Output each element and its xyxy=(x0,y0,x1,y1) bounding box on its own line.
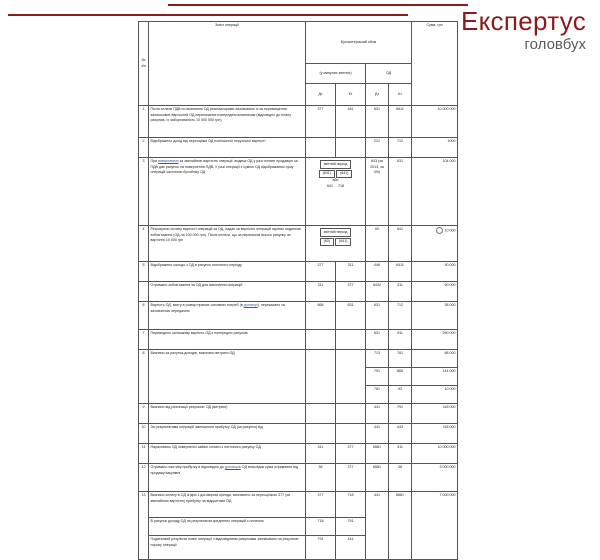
header-rule-bottom xyxy=(8,14,408,16)
header-sub-right: ОД xyxy=(366,64,412,84)
table-row: 791 868 144 000 xyxy=(139,368,458,386)
table-row: 7 Переведено залишкову вартість ОД з попередніх рахунків 631 911 250 000 xyxy=(139,330,458,350)
table-row: 11 Нараховано ОД поверненої зайвої сплати з поточного рахунку ОД 311 377 6681 311 10 000 000 xyxy=(139,444,458,464)
brand-subtitle: головбух xyxy=(524,36,586,53)
table-row: Отримано зобов'язання за ОД для виконання операцій 311 377 6432 311 90 000 xyxy=(139,282,458,302)
link-valuation[interactable]: вимірюванні xyxy=(158,159,179,164)
table-row: 12 Отримано частину прибутку в відповідно до договорів ОД внаслідок сума отримання від продажу/закупівлі 36 377 6681 36 3 000 000 xyxy=(139,464,458,492)
table-row: 5 Відображено сальдо з ОД в рахунок поточного періоду 377 311 446 6411 90 000 xyxy=(139,262,458,282)
header-kt: Кт xyxy=(389,84,412,106)
brand-logo xyxy=(461,8,586,52)
table-row: 10 За результатами операцій зменшення прибутку ОД (за рахунок) від 441 443 118 000 xyxy=(139,424,458,444)
header-row xyxy=(139,22,458,64)
table-row: 3 При вимірюванні за звичайною вартістю операції, видача ОД у разі оплати продавцю за ПДВ дає рахунок на повернення ПДВ. У разі операції з сумою ОД відображаємо суму операцій частиною бухобліку ОД звітний період (641) (641) або 641 718 643 (за 2013, за 4%) 631 104 000 xyxy=(139,158,458,226)
table-row: 2 Відображено дохід від переоцінки ОД поліпшеної нерухомої вартості 221 712 1000 xyxy=(139,138,458,158)
header-dt: Дт xyxy=(366,84,389,106)
link-contracts[interactable]: договорів xyxy=(224,465,241,470)
header-accounting: Бухгалтерський облік xyxy=(306,22,412,64)
brand-name: Експертус xyxy=(460,6,586,36)
checkbox-icon[interactable] xyxy=(436,227,443,234)
table-row: 1 Після сплати ПДВ по визнанню ОД реалізаторами зазначаємо їх як перевищення залишкових вартостей ОД переказаних попереднім власникам (відповідно до плану рахунків, їх заборгованість 10 000 000 грн) 377 181 631 6611 10 000 000 xyxy=(139,106,458,138)
header-num: № з/п xyxy=(139,22,149,106)
table-row: 6 Вартість ОД, взяту в розмір прямих основних потреб (в договорі), переказано за зазначеною передачею 868 631 631 712 38 000 xyxy=(139,302,458,330)
table-row: 8 Визнано за рахунок доходів, виконано витрати ОД 713 781 88 000 xyxy=(139,350,458,368)
header-operation: Зміст операції xyxy=(149,22,306,106)
header-amount: Сума, грн xyxy=(412,22,458,106)
link-contract[interactable]: договорі xyxy=(243,303,258,308)
header-kt: Кт xyxy=(336,84,366,106)
accounting-table xyxy=(138,21,458,560)
table-row: 781 93 10 000 xyxy=(139,386,458,404)
table-row: 9 Визнано від реалізації результат ОД (витрати) 441 791 118 000 xyxy=(139,404,458,424)
header-sub-left: (у минулих звітних) xyxy=(306,64,366,84)
table-row: Податковий результат нової операції з відповідними рахунками зазначаємо на результат пороку операції 791 441 xyxy=(139,536,458,560)
table-row: 13 Визнано сплату в ОД згідно з договором оренди, визначено за переоцінкою 377 (за звичайною вартістю) прибутку за відкритими ОД 377 718 441 6681 7 000 000 xyxy=(139,492,458,518)
table-row: 4 Реалізуючи оплату вартості операцій за ОД, надає за вартістю операцій окремо податкові зобов'язання (ОД на 100 000 грн). Після оплати, що за переказом всього рахунку за вартістю 10 000 грн звітний період (60) (641) 60 641 10 000 xyxy=(139,226,458,262)
header-rule-top xyxy=(168,4,468,6)
table-row: В рахунок доходу ОД за результатом кредитних операцій з оплатою 718 791 xyxy=(139,518,458,536)
header-dt: Дт xyxy=(306,84,336,106)
